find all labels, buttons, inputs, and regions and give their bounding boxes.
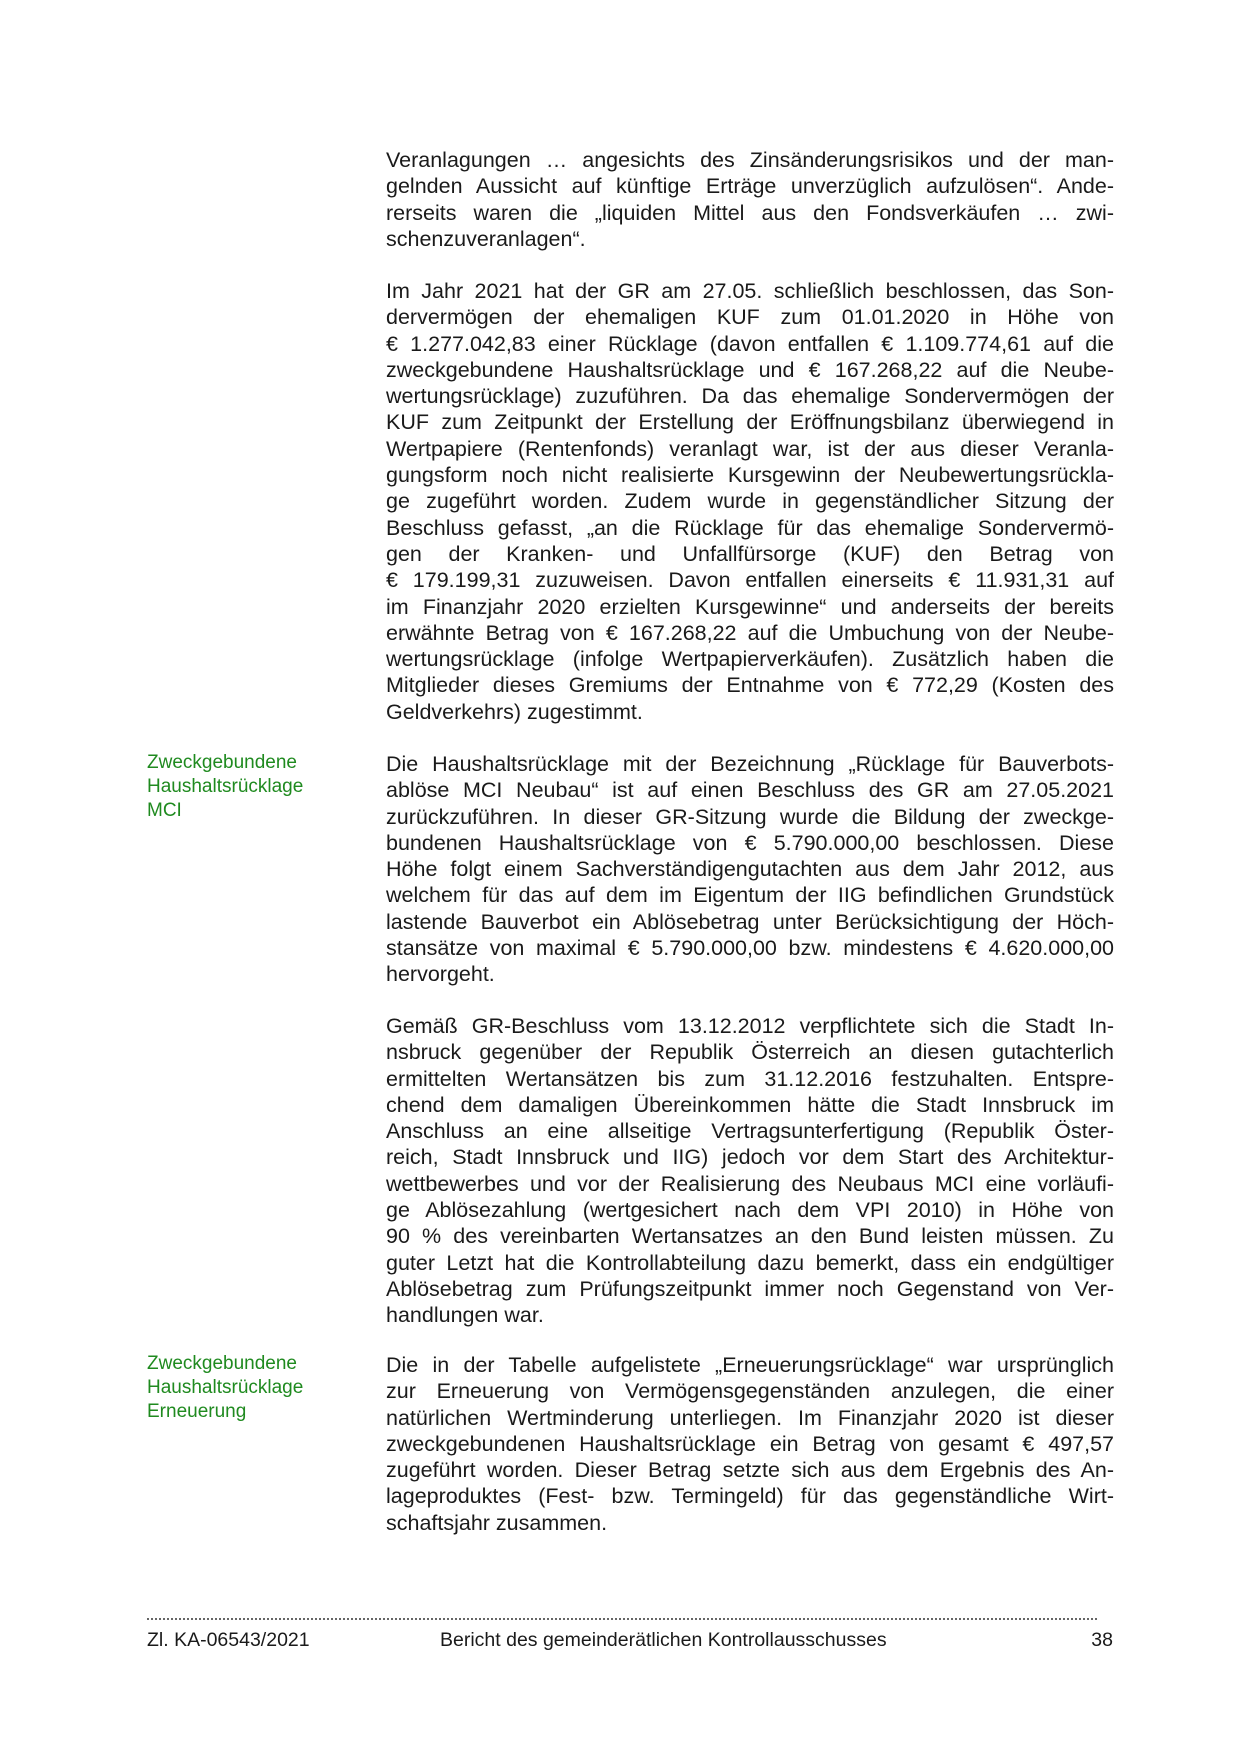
text-line: stansätze von maximal € 5.790.000,00 bzw. mindestens € 4.620.000,00 (386, 936, 1114, 961)
text-line: Höhe folgt einem Sachverständigengutachten aus dem Jahr 2012, aus (386, 857, 1114, 882)
text-line: 90 % des vereinbarten Wertansatzes an den Bund leisten müssen. Zu (386, 1224, 1114, 1249)
text-line: gen der Kranken- und Unfallfürsorge (KUF) den Betrag von (386, 541, 1114, 566)
text-line: guter Letzt hat die Kontrollabteilung dazu bemerkt, dass ein endgültiger (386, 1250, 1114, 1275)
margin-note-line: MCI (147, 800, 182, 821)
text-line: chend dem damaligen Übereinkommen hätte die Stadt Innsbruck im (386, 1092, 1114, 1117)
text-line: zur Erneuerung von Vermögensgegenständen anzulegen, die einer (386, 1379, 1114, 1404)
page-number: 38 (1091, 1629, 1113, 1651)
text-line: zugeführt worden. Dieser Betrag setzte sich aus dem Ergebnis des An- (386, 1458, 1114, 1483)
body-paragraph-4 (386, 1013, 1114, 1329)
body-paragraph-5 (386, 1352, 1114, 1536)
text-line: lastende Bauverbot ein Ablösebetrag unter Berücksichtigung der Höch- (386, 909, 1114, 934)
body-paragraph-3 (386, 751, 1114, 988)
document-reference: Zl. KA-06543/2021 (147, 1629, 310, 1651)
text-line: Gemäß GR-Beschluss vom 13.12.2012 verpflichtete sich die Stadt In- (386, 1014, 1114, 1038)
text-line: Beschluss gefasst, „an die Rücklage für das ehemalige Sondervermö- (386, 515, 1114, 540)
text-line: ermittelten Wertansätzen bis zum 31.12.2016 festzuhalten. Entspre- (386, 1066, 1114, 1091)
text-line: hervorgeht. (386, 962, 495, 987)
text-line: bundenen Haushaltsrücklage von € 5.790.000,00 beschlossen. Diese (386, 830, 1114, 855)
margin-note-mci (147, 751, 347, 823)
text-line: ge zugeführt worden. Zudem wurde in gegenständlicher Sitzung der (386, 489, 1114, 514)
text-line: wertungsrücklage (infolge Wertpapierverkäufen). Zusätzlich haben die (386, 647, 1114, 672)
text-line: Die in der Tabelle aufgelistete „Erneuerungsrücklage“ war ursprünglich (386, 1353, 1114, 1377)
text-line: € 179.199,31 zuzuweisen. Davon entfallen einerseits € 11.931,31 auf (386, 568, 1114, 593)
text-line: reich, Stadt Innsbruck und IIG) jedoch vor dem Start des Architektur- (386, 1145, 1114, 1170)
text-line: € 1.277.042,83 einer Rücklage (davon entfallen € 1.109.774,61 auf die (386, 331, 1114, 356)
footer-divider (147, 1618, 1097, 1620)
text-line: ablöse MCI Neubau“ ist auf einen Beschluss des GR am 27.05.2021 (386, 778, 1114, 803)
text-line: KUF zum Zeitpunkt der Erstellung der Eröffnungsbilanz überwiegend in (386, 410, 1114, 435)
margin-note-line: Zweckgebundene (147, 752, 297, 773)
text-line: gungsform noch nicht realisierte Kursgewinn der Neubewertungsrückla- (386, 463, 1114, 488)
text-line: gelnden Aussicht auf künftige Erträge unverzüglich aufzulösen“. Ande- (386, 174, 1114, 199)
text-line: schaftsjahr zusammen. (386, 1510, 608, 1535)
text-line: Geldverkehrs) zugestimmt. (386, 699, 643, 724)
text-line: Die Haushaltsrücklage mit der Bezeichnung „Rücklage für Bauverbots- (386, 752, 1114, 776)
margin-note-line: Haushaltsrücklage (147, 776, 304, 797)
margin-note-line: Haushaltsrücklage (147, 1377, 304, 1398)
text-line: Mitglieder dieses Gremiums der Entnahme von € 772,29 (Kosten des (386, 673, 1114, 698)
text-line: rerseits waren die „liquiden Mittel aus den Fondsverkäufen … zwi- (386, 200, 1114, 225)
text-line: handlungen war. (386, 1303, 544, 1328)
text-line: Veranlagungen … angesichts des Zinsänderungsrisikos und der man- (386, 148, 1114, 172)
text-line: wertungsrücklage) zuzuführen. Da das ehemalige Sondervermögen der (386, 384, 1114, 409)
text-line: zurückzuführen. In dieser GR-Sitzung wurde die Bildung der zweckge- (386, 804, 1114, 829)
margin-note-line: Zweckgebundene (147, 1353, 297, 1374)
margin-note-line: Erneuerung (147, 1401, 247, 1422)
text-line: im Finanzjahr 2020 erzielten Kursgewinne“ und anderseits der bereits (386, 594, 1114, 619)
text-line: Wertpapiere (Rentenfonds) veranlagt war, ist der aus dieser Veranla- (386, 436, 1114, 461)
text-line: dervermögen der ehemaligen KUF zum 01.01.2020 in Höhe von (386, 305, 1114, 330)
text-line: erwähnte Betrag von € 167.268,22 auf die Umbuchung von der Neube- (386, 620, 1114, 645)
body-paragraph-2 (386, 278, 1114, 725)
text-line: nsbruck gegenüber der Republik Österreich an diesen gutachterlich (386, 1040, 1114, 1065)
text-line: wettbewerbes und vor der Realisierung des Neubaus MCI eine vorläufi- (386, 1171, 1114, 1196)
text-line: zweckgebundene Haushaltsrücklage und € 167.268,22 auf die Neube- (386, 357, 1114, 382)
text-line: schenzuveranlagen“. (386, 226, 586, 251)
text-line: welchem für das auf dem im Eigentum der IIG befindlichen Grundstück (386, 883, 1114, 908)
text-line: Im Jahr 2021 hat der GR am 27.05. schließlich beschlossen, das Son- (386, 279, 1114, 303)
text-line: zweckgebundenen Haushaltsrücklage ein Betrag von gesamt € 497,57 (386, 1431, 1114, 1456)
text-line: Anschluss an eine allseitige Vertragsunterfertigung (Republik Öster- (386, 1119, 1114, 1144)
body-paragraph-1 (386, 147, 1114, 252)
text-line: Ablösebetrag zum Prüfungszeitpunkt immer noch Gegenstand von Ver- (386, 1276, 1114, 1301)
margin-note-erneuerung (147, 1352, 347, 1424)
text-line: lageproduktes (Fest- bzw. Termingeld) für das gegenständliche Wirt- (386, 1484, 1114, 1509)
text-line: natürlichen Wertminderung unterliegen. Im Finanzjahr 2020 ist dieser (386, 1405, 1114, 1430)
report-title: Bericht des gemeinderätlichen Kontrollausschusses (440, 1629, 887, 1651)
text-line: ge Ablösezahlung (wertgesichert nach dem VPI 2010) in Höhe von (386, 1198, 1114, 1223)
